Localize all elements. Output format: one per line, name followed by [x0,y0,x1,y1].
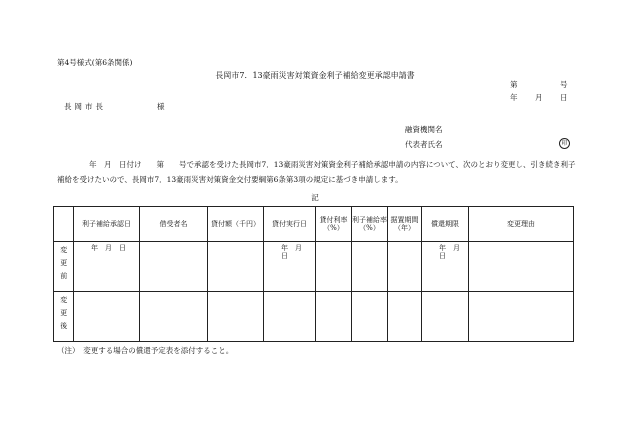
addressee-honorific: 様 [157,102,165,111]
cell-approval-date[interactable]: 年 月 日 [74,242,140,292]
cell-approval-date[interactable] [74,292,140,342]
table-row [54,292,574,342]
ki-heading: 記 [311,193,319,202]
cell-repay-limit[interactable] [422,292,469,342]
addressee: 長岡市長 [64,102,106,111]
cell-deferral[interactable] [388,292,422,342]
cell-amount[interactable] [208,242,264,292]
header-amount: 貸付額（千円） [208,207,264,242]
date-day: 日 [560,93,568,102]
body-text: 年 月 日付け 第 号で承認を受けた長岡市7．13豪雨災害対策資金利子補給承認申請の内容について、次のとおり変更し、引き続き利子補給を受けたいので、長岡市7．13豪雨災害対策資金交付要綱第6条第3項の規定に基づき申請します。 [57,160,576,184]
change-table [53,206,574,342]
page-title: 長岡市7．13豪雨災害対策資金利子補給変更承認申請書 [215,71,415,80]
header-reason: 変更理由 [469,207,574,242]
doc-number-prefix: 第 [510,80,518,89]
table-row [54,242,574,292]
header-approval-date: 利子補給承認日 [74,207,140,242]
header-repay-limit: 償還期限 [422,207,469,242]
cell-loan-rate[interactable] [316,242,352,292]
cell-exec-date[interactable] [264,292,316,342]
note: （注） 変更する場合の償還予定表を添付すること。 [57,346,234,355]
cell-repay-limit[interactable]: 年 月 日 [422,242,469,292]
doc-number-suffix: 号 [560,80,568,89]
date-month: 月 [535,93,543,102]
date-year: 年 [510,93,518,102]
header-borrower: 借受者名 [140,207,208,242]
cell-deferral[interactable] [388,242,422,292]
header-blank [54,207,74,242]
header-loan-rate: 貸付利率（%） [316,207,352,242]
cell-borrower[interactable] [140,242,208,292]
header-deferral: 据置期間（年） [388,207,422,242]
cell-loan-rate[interactable] [316,292,352,342]
table-header-row [54,207,574,242]
cell-reason[interactable] [469,292,574,342]
representative-label: 代表者氏名 [405,140,443,149]
cell-subsidy-rate[interactable] [352,242,388,292]
form-number: 第4号様式(第6条関係) [57,58,133,67]
header-subsidy-rate: 利子補給率（%） [352,207,388,242]
cell-reason[interactable] [469,242,574,292]
header-exec-date: 貸付実行日 [264,207,316,242]
cell-subsidy-rate[interactable] [352,292,388,342]
cell-exec-date[interactable]: 年 月 日 [264,242,316,292]
row-label: 変更後 [54,292,74,342]
seal-mark: 印 [559,138,570,149]
institution-label: 融資機関名 [405,125,443,134]
cell-amount[interactable] [208,292,264,342]
cell-borrower[interactable] [140,292,208,342]
row-label: 変更前 [54,242,74,292]
